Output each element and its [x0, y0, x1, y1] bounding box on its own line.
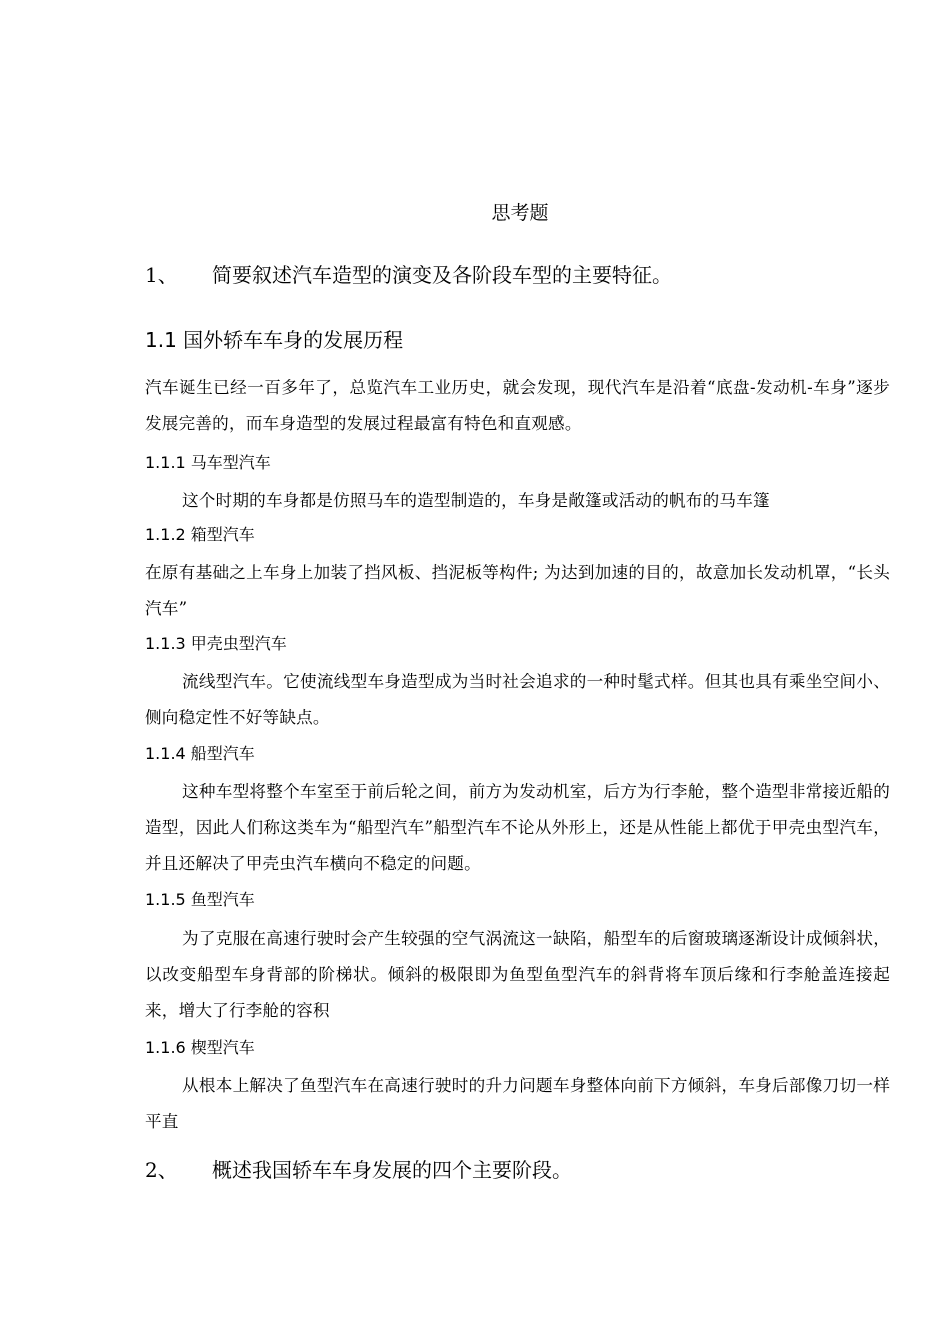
- section-heading: 1.1 国外轿车车身的发展历程: [145, 328, 404, 352]
- subsection-heading-1: 1.1.1 马车型汽车: [145, 453, 271, 472]
- question-2: [145, 1155, 572, 1185]
- question-1: [145, 260, 672, 290]
- subsection-heading-2: 1.1.2 箱型汽车: [145, 525, 255, 544]
- question-1-number: 1、: [145, 263, 178, 287]
- subsection-text-6: 从根本上解决了鱼型汽车在高速行驶时的升力问题车身整体向前下方倾斜，车身后部像刀切一样平直: [145, 1076, 890, 1131]
- question-1-text: 简要叙述汽车造型的演变及各阶段车型的主要特征。: [212, 263, 672, 287]
- intro-paragraph: 汽车诞生已经一百多年了，总览汽车工业历史，就会发现，现代汽车是沿着“底盘-发动机-车身”逐步发展完善的，而车身造型的发展过程最富有特色和直观感。: [145, 378, 890, 433]
- subsection-text-3: 流线型汽车。它使流线型车身造型成为当时社会追求的一种时髦式样。但其也具有乘坐空间小、侧向稳定性不好等缺点。: [145, 672, 890, 727]
- subsection-heading-6: 1.1.6 楔型汽车: [145, 1038, 255, 1057]
- subsection-text-2: 在原有基础之上车身上加装了挡风板、挡泥板等构件; 为达到加速的目的，故意加长发动机罩，“长头汽车”: [145, 563, 890, 618]
- page-title: 思考题: [491, 202, 549, 224]
- question-2-number: 2、: [145, 1158, 178, 1182]
- subsection-heading-3: 1.1.3 甲壳虫型汽车: [145, 634, 287, 653]
- subsection-text-1: 这个时期的车身都是仿照马车的造型制造的，车身是敞篷或活动的帆布的马车篷: [182, 491, 770, 510]
- question-2-text: 概述我国轿车车身发展的四个主要阶段。: [212, 1158, 572, 1182]
- subsection-text-5: 为了克服在高速行驶时会产生较强的空气涡流这一缺陷，船型车的后窗玻璃逐渐设计成倾斜状，以改变船型车身背部的阶梯状。倾斜的极限即为鱼型鱼型汽车的斜背将车顶后缘和行李舱盖连接起来，增大了行李舱的容积: [145, 929, 890, 1020]
- subsection-heading-5: 1.1.5 鱼型汽车: [145, 890, 255, 909]
- subsection-text-4: 这种车型将整个车室至于前后轮之间，前方为发动机室，后方为行李舱，整个造型非常接近船的造型，因此人们称这类车为“船型汽车”船型汽车不论从外形上，还是从性能上都优于甲壳虫型汽车，并且还解决了甲壳虫汽车横向不稳定的问题。: [145, 782, 890, 873]
- subsection-heading-4: 1.1.4 船型汽车: [145, 744, 255, 763]
